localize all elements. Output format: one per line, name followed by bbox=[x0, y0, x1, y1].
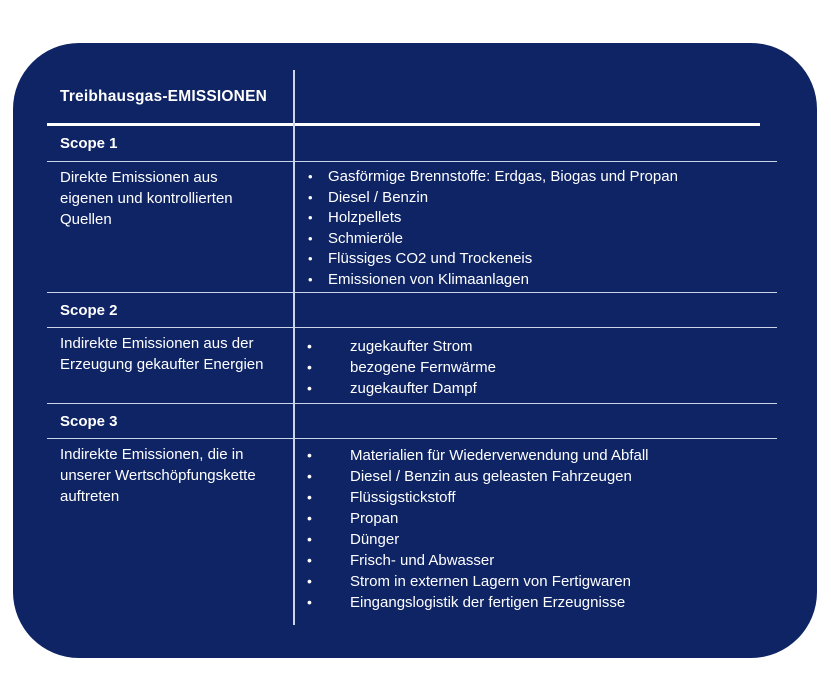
bullet-icon: • bbox=[308, 251, 313, 266]
list-item bbox=[293, 270, 777, 291]
emissions-card bbox=[13, 43, 817, 658]
list-item-label: Strom in externen Lagern von Fertigwaren bbox=[350, 573, 631, 590]
bullet-icon: • bbox=[308, 271, 313, 287]
table-title-row bbox=[47, 70, 777, 123]
list-item bbox=[293, 167, 777, 188]
list-item bbox=[293, 466, 777, 487]
list-item-label: Flüssigstickstoff bbox=[350, 489, 456, 506]
scope-header-label: Scope 1 bbox=[60, 135, 118, 152]
bullet-icon: • bbox=[307, 359, 312, 375]
list-item-label: zugekaufter Strom bbox=[350, 338, 473, 355]
list-item-label: Flüssiges CO2 und Trockeneis bbox=[328, 250, 533, 267]
list-item-label: Propan bbox=[350, 510, 399, 527]
list-item-label: zugekaufter Dampf bbox=[350, 380, 477, 397]
bullet-icon: • bbox=[307, 510, 312, 526]
bullet-icon: • bbox=[307, 531, 312, 547]
bullet-icon: • bbox=[308, 169, 313, 184]
list-item bbox=[293, 592, 777, 613]
scope-items-list bbox=[293, 328, 777, 403]
bullet-icon: • bbox=[307, 573, 312, 589]
scope-content-row bbox=[47, 162, 777, 292]
scope-content-row bbox=[47, 439, 777, 627]
bullet-icon: • bbox=[307, 594, 312, 610]
list-item bbox=[293, 378, 777, 399]
scope-description: Indirekte Emissionen aus der Erzeugung gekaufter Energien bbox=[60, 335, 264, 373]
scope-header-label: Scope 3 bbox=[60, 412, 118, 430]
list-item-label: bezogene Fernwärme bbox=[350, 359, 496, 376]
list-item-label: Frisch- und Abwasser bbox=[350, 552, 495, 569]
list-item-label: Schmieröle bbox=[328, 229, 404, 247]
list-item-label: Eingangslogistik der fertigen Erzeugnisse bbox=[350, 594, 626, 611]
bullet-icon: • bbox=[307, 552, 312, 568]
bullet-icon: • bbox=[307, 447, 312, 463]
list-item bbox=[293, 508, 777, 529]
list-item-label: Materialien für Wiederverwendung und Abfall bbox=[350, 447, 649, 464]
list-item bbox=[293, 571, 777, 592]
bullet-icon: • bbox=[307, 489, 312, 505]
scope-items-list bbox=[293, 439, 777, 627]
scope-header-row bbox=[47, 293, 777, 327]
list-item bbox=[293, 188, 777, 209]
bullet-icon: • bbox=[307, 468, 312, 484]
bullet-icon: • bbox=[308, 189, 313, 205]
list-item-label: Dünger bbox=[350, 531, 400, 548]
bullet-icon: • bbox=[308, 230, 313, 246]
scope-items-list bbox=[293, 162, 777, 292]
scope-header-row bbox=[47, 126, 777, 161]
emissions-table bbox=[47, 70, 777, 627]
list-item bbox=[293, 249, 777, 270]
list-item bbox=[293, 487, 777, 508]
list-item bbox=[293, 208, 777, 229]
scope-description: Indirekte Emissionen, die in unserer Wertschöpfungskette auftreten bbox=[60, 446, 256, 505]
list-item bbox=[293, 550, 777, 571]
bullet-icon: • bbox=[307, 380, 312, 396]
list-item-label: Gasförmige Brennstoffe: Erdgas, Biogas und Propan bbox=[328, 168, 678, 185]
list-item bbox=[293, 229, 777, 250]
list-item-label: Emissionen von Klimaanlagen bbox=[328, 270, 529, 288]
column-divider bbox=[293, 70, 295, 625]
list-item-label: Diesel / Benzin bbox=[328, 188, 429, 206]
list-item bbox=[293, 529, 777, 550]
scope-description: Direkte Emissionen aus eigenen und kontrollierten Quellen bbox=[60, 169, 233, 228]
list-item bbox=[293, 357, 777, 378]
scope-header-row bbox=[47, 404, 777, 438]
list-item-label: Holzpellets bbox=[328, 209, 402, 226]
page-title: Treibhausgas-EMISSIONEN bbox=[60, 87, 268, 105]
list-item bbox=[293, 445, 777, 466]
list-item-label: Diesel / Benzin aus geleasten Fahrzeugen bbox=[350, 468, 632, 485]
table-body bbox=[47, 126, 777, 627]
bullet-icon: • bbox=[307, 338, 312, 354]
scope-content-row bbox=[47, 328, 777, 403]
bullet-icon: • bbox=[308, 210, 313, 225]
scope-header-label: Scope 2 bbox=[60, 301, 118, 319]
list-item bbox=[293, 336, 777, 357]
